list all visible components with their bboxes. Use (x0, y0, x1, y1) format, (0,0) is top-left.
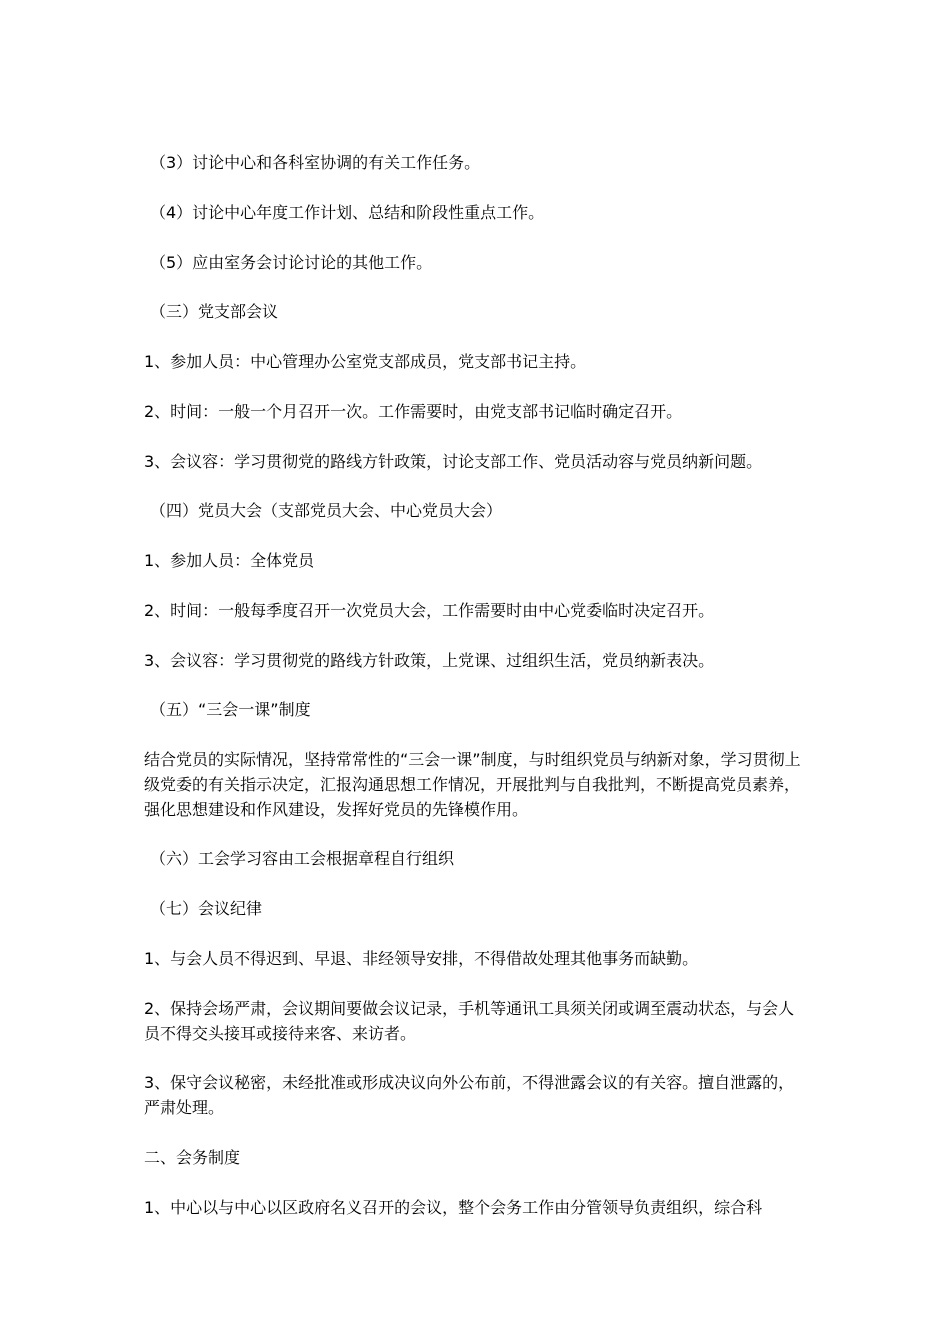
paragraph-content-branch: 3、会议容：学习贯彻党的路线方针政策，讨论支部工作、党员活动容与党员纳新问题。 (144, 452, 763, 471)
paragraph-affairs-1: 1、中心以与中心以区政府名义召开的会议，整个会务工作由分管领导负责组织，综合科 (144, 1198, 763, 1217)
paragraph-discipline-1: 1、与会人员不得迟到、早退、非经领导安排，不得借故处理其他事务而缺勤。 (144, 949, 699, 968)
section-heading-union-study: （六）工会学习容由工会根据章程自行组织 (150, 849, 455, 868)
paragraph-item-3: （3）讨论中心和各科室协调的有关工作任务。 (150, 153, 481, 172)
section-heading-party-branch-meeting: （三）党支部会议 (150, 302, 279, 321)
paragraph-three-meetings-body: 结合党员的实际情况，坚持常常性的“三会一课”制度，与时组织党员与纳新对象，学习贯彻上级党委的有关指示决定，汇报沟通思想工作情况，开展批判与自我批判，不断提高党员素养，强化思想建设和作风建设，发挥好党员的先锋模作用。 (144, 750, 801, 819)
paragraph-participants-congress: 1、参加人员：全体党员 (144, 551, 315, 570)
paragraph-participants-branch: 1、参加人员：中心管理办公室党支部成员，党支部书记主持。 (144, 352, 587, 371)
paragraph-item-5: （5）应由室务会讨论讨论的其他工作。 (150, 253, 433, 272)
section-heading-party-congress: （四）党员大会（支部党员大会、中心党员大会） (150, 501, 503, 520)
paragraph-time-branch: 2、时间：一般一个月召开一次。工作需要时，由党支部书记临时确定召开。 (144, 402, 683, 421)
paragraph-content-congress: 3、会议容：学习贯彻党的路线方针政策，上党课、过组织生活，党员纳新表决。 (144, 651, 715, 670)
paragraph-discipline-2: 2、保持会场严肃，会议期间要做会议记录，手机等通讯工具须关闭或调至震动状态，与会人员不得交头接耳或接待来客、来访者。 (144, 999, 795, 1043)
section-heading-three-meetings: （五）“三会一课”制度 (150, 700, 311, 719)
section-heading-meeting-affairs: 二、会务制度 (144, 1148, 241, 1167)
section-heading-meeting-discipline: （七）会议纪律 (150, 899, 263, 918)
paragraph-time-congress: 2、时间：一般每季度召开一次党员大会，工作需要时由中心党委临时决定召开。 (144, 601, 715, 620)
paragraph-discipline-3: 3、保守会议秘密，未经批准或形成决议向外公布前，不得泄露会议的有关容。擅自泄露的，严肃处理。 (144, 1073, 795, 1117)
paragraph-item-4: （4）讨论中心年度工作计划、总结和阶段性重点工作。 (150, 203, 545, 222)
